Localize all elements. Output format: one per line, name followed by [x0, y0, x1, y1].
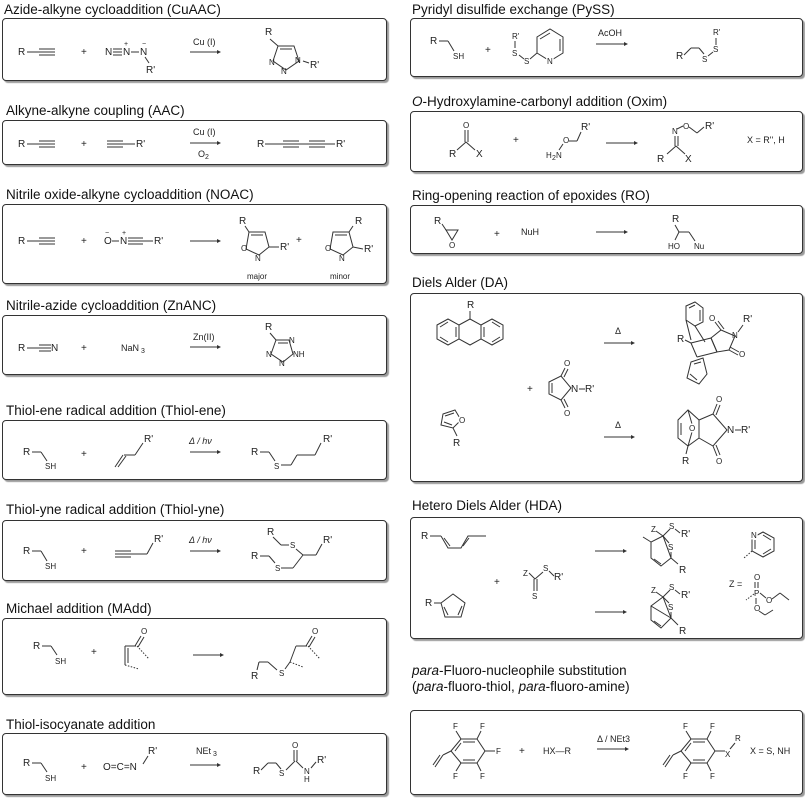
svg-text:N: N — [269, 58, 275, 67]
reaction-box-znanc — [2, 315, 387, 375]
svg-text:R: R — [425, 598, 433, 609]
svg-text:R: R — [251, 671, 259, 682]
svg-text:+: + — [91, 647, 97, 658]
title-thiolisocyanate: Thiol-isocyanate addition — [6, 717, 156, 732]
svg-text:N: N — [105, 47, 113, 58]
svg-text:+: + — [122, 230, 127, 237]
scheme-ro — [411, 206, 802, 253]
svg-text:S: S — [669, 522, 675, 531]
title-aac: Alkyne-alkyne coupling (AAC) — [6, 103, 185, 118]
svg-text:NuH: NuH — [521, 227, 540, 237]
svg-text:2: 2 — [552, 155, 556, 162]
title-pfn-line2: (para-fluoro-thiol, para-fluoro-amine) — [412, 679, 630, 694]
svg-text:R: R — [18, 47, 26, 58]
scheme-thiolene — [3, 421, 386, 479]
title-thiolene: Thiol-ene radical addition (Thiol-ene) — [6, 403, 226, 418]
title-znanc: Nitrile-azide cycloaddition (ZnANC) — [6, 298, 217, 313]
svg-text:R: R — [239, 216, 247, 227]
svg-text:Δ / hν: Δ / hν — [189, 535, 212, 545]
svg-text:N: N — [123, 47, 131, 58]
svg-text:O: O — [563, 136, 570, 145]
svg-text:N: N — [571, 384, 579, 395]
reaction-box-pfn — [410, 710, 803, 795]
svg-text:HO: HO — [668, 242, 680, 251]
svg-text:+: + — [296, 235, 302, 246]
svg-text:R: R — [679, 626, 687, 637]
scheme-pfn — [411, 711, 802, 794]
svg-text:O: O — [754, 573, 761, 582]
svg-text:R: R — [23, 447, 31, 458]
svg-text:NaN: NaN — [121, 343, 140, 353]
svg-text:R: R — [735, 734, 741, 743]
svg-text:SH: SH — [453, 52, 465, 61]
svg-text:−: − — [105, 230, 110, 237]
svg-text:S: S — [669, 583, 675, 592]
svg-text:R: R — [355, 216, 363, 227]
scheme-madd — [3, 619, 386, 694]
svg-text:+: + — [81, 343, 87, 354]
svg-text:R': R' — [323, 535, 333, 546]
svg-text:H: H — [546, 151, 552, 160]
svg-text:+: + — [494, 577, 500, 588]
svg-text:O: O — [325, 244, 332, 253]
svg-text:R: R — [23, 758, 31, 769]
svg-text:+: + — [513, 135, 519, 146]
svg-text:O: O — [104, 236, 112, 247]
svg-text:F: F — [710, 722, 715, 731]
svg-text:N: N — [304, 767, 310, 776]
svg-text:O: O — [198, 149, 206, 159]
title-ro: Ring-opening reaction of epoxides (RO) — [412, 188, 650, 203]
title-pyss: Pyridyl disulfide exchange (PySS) — [412, 2, 615, 17]
svg-text:O: O — [463, 121, 470, 130]
svg-text:R': R' — [585, 384, 595, 395]
svg-text:R: R — [253, 766, 261, 777]
svg-text:N: N — [751, 531, 757, 540]
svg-text:F: F — [480, 772, 485, 781]
svg-text:O: O — [459, 416, 466, 425]
svg-text:+: + — [485, 45, 491, 56]
svg-text:R: R — [467, 300, 475, 311]
title-madd: Michael addition (MAdd) — [6, 601, 152, 616]
svg-text:R: R — [682, 456, 690, 467]
title-da: Diels Alder (DA) — [412, 275, 509, 290]
svg-text:SH: SH — [45, 774, 57, 783]
svg-text:N: N — [281, 67, 287, 76]
svg-text:N: N — [51, 343, 59, 354]
reaction-box-cuaac — [2, 18, 387, 81]
scheme-cuaac — [3, 19, 386, 80]
svg-text:3: 3 — [141, 348, 145, 355]
svg-text:R: R — [265, 322, 273, 333]
svg-text:O: O — [564, 409, 571, 418]
svg-text:+: + — [81, 546, 87, 557]
svg-text:R: R — [267, 527, 275, 538]
svg-text:NH: NH — [293, 350, 305, 359]
svg-text:+: + — [81, 47, 87, 58]
svg-text:O: O — [689, 424, 696, 433]
svg-text:minor: minor — [330, 272, 351, 281]
svg-text:+: + — [124, 41, 129, 48]
svg-text:S: S — [668, 603, 674, 612]
svg-text:R: R — [449, 149, 457, 160]
svg-text:R: R — [33, 641, 41, 652]
title-cuaac: Azide-alkyne cycloaddition (CuAAC) — [4, 2, 221, 17]
svg-text:R': R' — [364, 244, 374, 255]
reaction-box-thiolisocyanate — [2, 733, 387, 795]
svg-text:F: F — [496, 747, 501, 756]
svg-text:S: S — [279, 669, 285, 678]
svg-text:R': R' — [310, 60, 320, 71]
svg-text:R': R' — [136, 139, 146, 150]
svg-text:R': R' — [741, 425, 751, 436]
svg-text:2: 2 — [205, 154, 209, 161]
svg-text:Cu (I): Cu (I) — [193, 127, 216, 137]
svg-text:Δ / hν: Δ / hν — [189, 436, 212, 446]
svg-text:R': R' — [148, 746, 158, 757]
svg-text:R: R — [251, 551, 259, 562]
svg-text:X: X — [476, 149, 483, 160]
svg-text:X = R'', H: X = R'', H — [747, 135, 785, 145]
svg-text:+: + — [81, 139, 87, 150]
title-pfn-line1: para-Fluoro-nucleophile substitution — [412, 663, 627, 678]
svg-text:R': R' — [705, 121, 715, 132]
svg-text:R': R' — [144, 434, 154, 445]
svg-text:O: O — [564, 359, 571, 368]
title-thiolyne: Thiol-yne radical addition (Thiol-yne) — [6, 502, 225, 517]
reaction-box-ro — [410, 205, 803, 254]
svg-text:R: R — [18, 139, 26, 150]
svg-text:Δ: Δ — [615, 326, 622, 336]
svg-text:+: + — [81, 762, 87, 773]
svg-text:SH: SH — [45, 462, 57, 471]
svg-text:S: S — [524, 57, 530, 66]
svg-text:R': R' — [554, 572, 564, 583]
svg-text:R: R — [676, 51, 684, 62]
svg-text:O: O — [716, 395, 723, 404]
svg-text:R': R' — [146, 65, 156, 76]
svg-text:R: R — [430, 36, 438, 47]
svg-text:Δ / NEt3: Δ / NEt3 — [597, 734, 631, 744]
svg-text:R': R' — [154, 236, 164, 247]
svg-text:N: N — [255, 254, 261, 263]
reaction-box-da — [410, 293, 803, 482]
svg-text:S: S — [713, 45, 719, 54]
svg-text:N: N — [727, 425, 735, 436]
svg-text:S: S — [290, 541, 296, 550]
svg-text:S: S — [702, 55, 708, 64]
svg-text:AcOH: AcOH — [598, 28, 623, 38]
svg-text:F: F — [453, 722, 458, 731]
svg-text:N: N — [295, 56, 301, 65]
svg-text:O: O — [312, 627, 319, 636]
title-noac: Nitrile oxide-alkyne cycloaddition (NOAC) — [6, 187, 254, 202]
svg-text:N: N — [556, 151, 562, 160]
svg-text:O: O — [449, 241, 456, 250]
svg-text:N: N — [339, 254, 345, 263]
svg-text:R: R — [18, 236, 26, 247]
svg-text:R': R' — [280, 242, 290, 253]
svg-text:R: R — [251, 447, 259, 458]
svg-text:R': R' — [681, 529, 691, 540]
scheme-thiolisocyanate — [3, 734, 386, 794]
title-oxim: O-Hydroxylamine-carbonyl addition (Oxim) — [412, 94, 668, 109]
svg-text:F: F — [710, 772, 715, 781]
svg-text:O: O — [709, 314, 716, 323]
scheme-thiolyne — [3, 521, 386, 580]
svg-text:Z: Z — [651, 525, 656, 534]
svg-text:O=C=N: O=C=N — [103, 762, 137, 773]
svg-text:O: O — [739, 350, 746, 359]
svg-text:R: R — [657, 154, 665, 165]
svg-text:S: S — [543, 564, 549, 573]
svg-text:SH: SH — [45, 562, 57, 571]
svg-text:S: S — [274, 462, 280, 471]
svg-text:S: S — [279, 769, 285, 778]
svg-text:S: S — [668, 543, 674, 552]
svg-text:+: + — [81, 236, 87, 247]
scheme-da — [411, 294, 802, 481]
svg-text:X: X — [725, 750, 731, 759]
svg-text:+: + — [81, 449, 87, 460]
svg-text:F: F — [683, 772, 688, 781]
reaction-box-aac — [2, 120, 387, 165]
svg-text:N: N — [279, 359, 285, 368]
scheme-pyss — [411, 19, 802, 76]
svg-text:P: P — [754, 589, 760, 598]
svg-text:R': R' — [713, 28, 721, 37]
svg-text:O: O — [292, 741, 299, 750]
svg-text:R': R' — [336, 139, 346, 150]
svg-text:Nu: Nu — [694, 242, 705, 251]
svg-text:R: R — [265, 27, 273, 38]
svg-text:R: R — [672, 214, 680, 225]
svg-text:R: R — [453, 438, 461, 449]
svg-text:+: + — [519, 746, 525, 757]
svg-text:HX—R: HX—R — [543, 746, 572, 756]
scheme-znanc — [3, 316, 386, 374]
svg-text:N: N — [140, 47, 148, 58]
svg-text:S: S — [512, 49, 518, 58]
svg-text:O: O — [754, 604, 761, 613]
reaction-box-thiolene — [2, 420, 387, 480]
scheme-hda — [411, 518, 802, 638]
svg-text:N: N — [289, 336, 295, 345]
svg-text:O: O — [241, 244, 248, 253]
svg-text:−: − — [142, 41, 147, 48]
scheme-oxim — [411, 112, 802, 171]
scheme-aac — [3, 121, 386, 164]
svg-text:Zn(II): Zn(II) — [193, 332, 215, 342]
svg-text:R: R — [421, 531, 429, 542]
svg-text:SH: SH — [55, 657, 67, 666]
svg-text:F: F — [453, 772, 458, 781]
svg-text:R': R' — [323, 434, 333, 445]
svg-text:Z =: Z = — [729, 579, 743, 589]
svg-text:S: S — [275, 564, 281, 573]
svg-text:NEt: NEt — [196, 746, 212, 756]
reaction-box-oxim — [410, 111, 803, 172]
svg-text:N: N — [266, 350, 272, 359]
reaction-box-madd — [2, 618, 387, 695]
svg-text:major: major — [247, 272, 268, 281]
svg-text:X: X — [685, 154, 692, 165]
svg-text:F: F — [480, 722, 485, 731]
svg-text:N: N — [732, 331, 738, 340]
svg-text:R': R' — [317, 755, 327, 766]
reaction-box-hda — [410, 517, 803, 639]
svg-text:O: O — [766, 596, 773, 605]
title-hda: Hetero Diels Alder (HDA) — [412, 498, 563, 513]
svg-text:F: F — [683, 722, 688, 731]
svg-text:O: O — [716, 457, 723, 466]
svg-text:X = S, NH: X = S, NH — [750, 746, 791, 756]
svg-text:R: R — [257, 139, 265, 150]
svg-text:O: O — [141, 627, 148, 636]
svg-text:R: R — [23, 546, 31, 557]
scheme-noac — [3, 205, 386, 283]
svg-text:N: N — [120, 236, 128, 247]
svg-text:+: + — [494, 229, 500, 240]
svg-text:S: S — [532, 592, 538, 601]
svg-text:O: O — [683, 122, 690, 131]
svg-text:Δ: Δ — [615, 420, 622, 430]
svg-text:R: R — [434, 216, 442, 227]
svg-text:R': R' — [681, 590, 691, 601]
reaction-box-noac — [2, 204, 387, 284]
svg-text:3: 3 — [213, 751, 217, 758]
svg-text:N: N — [547, 57, 553, 66]
svg-text:Z: Z — [523, 569, 528, 578]
svg-text:Cu (I): Cu (I) — [193, 37, 216, 47]
svg-text:H: H — [304, 775, 310, 784]
svg-text:N: N — [672, 127, 678, 136]
svg-text:R': R' — [581, 122, 591, 133]
svg-text:R': R' — [743, 314, 753, 325]
reaction-box-thiolyne — [2, 520, 387, 581]
reaction-box-pyss — [410, 18, 803, 77]
svg-text:R: R — [18, 343, 26, 354]
svg-text:Z: Z — [651, 586, 656, 595]
svg-text:R: R — [679, 565, 687, 576]
svg-text:R': R' — [154, 534, 164, 545]
svg-text:R: R — [677, 334, 685, 345]
svg-text:R': R' — [512, 32, 520, 41]
svg-text:+: + — [527, 384, 533, 395]
